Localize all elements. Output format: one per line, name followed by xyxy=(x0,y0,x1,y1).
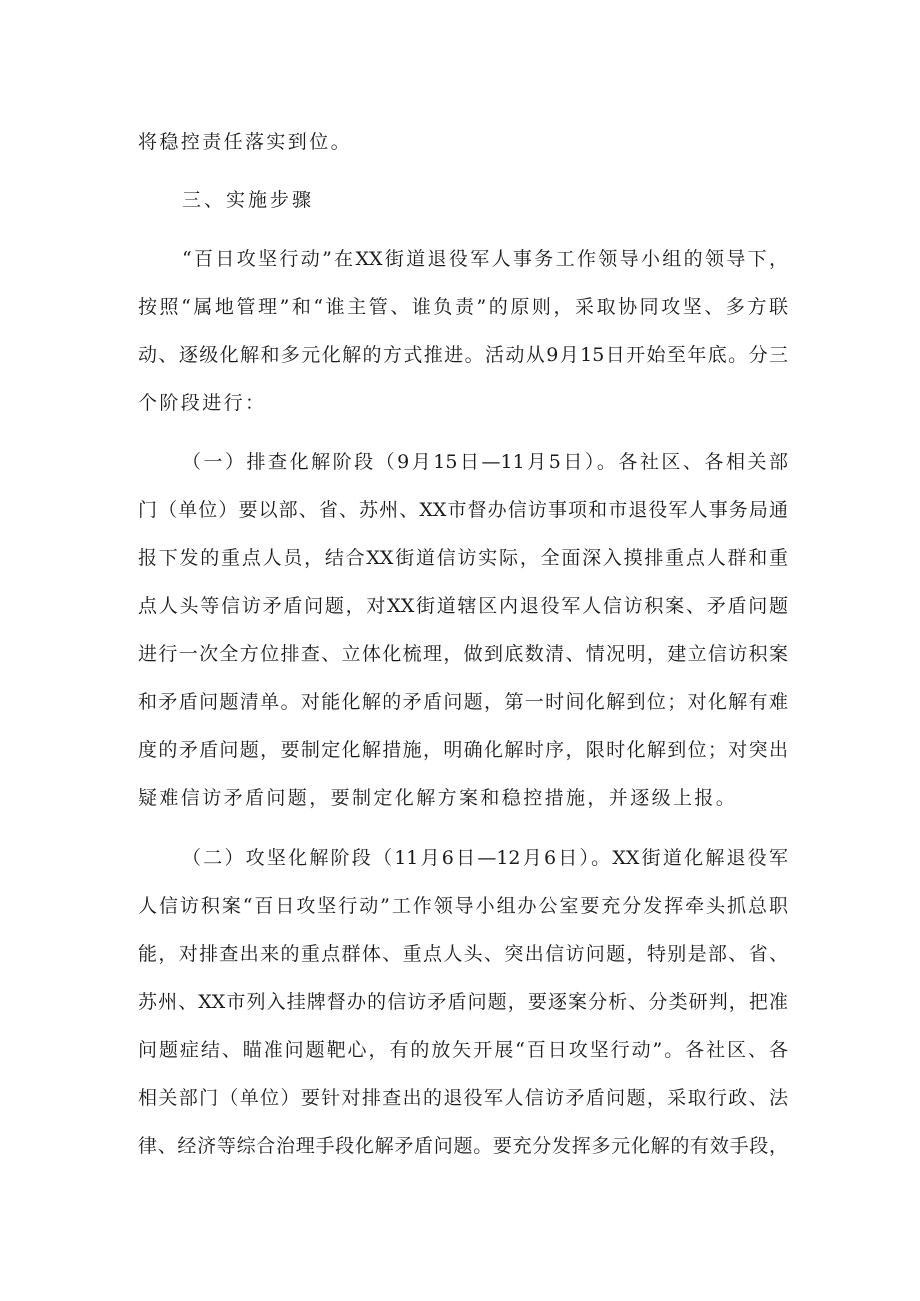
paragraph-line: 将稳控责任落实到位。 xyxy=(138,131,353,153)
paragraph-line: 能，对排查出来的重点群体、重点人头、突出信访问题，特别是部、省、 xyxy=(138,943,788,965)
section-heading: 三、实施步骤 xyxy=(182,189,315,211)
paragraph-line: （二）攻坚化解阶段（11月6日—12月6日）。XX街道化解退役军 xyxy=(182,847,788,869)
paragraph-line: 点人头等信访矛盾问题，对XX街道辖区内退役军人信访积案、矛盾问题 xyxy=(138,595,788,617)
paragraph-line: 门（单位）要以部、省、苏州、XX市督办信访事项和市退役军人事务局通 xyxy=(138,499,788,521)
paragraph-line: 苏州、XX市列入挂牌督办的信访矛盾问题，要逐案分析、分类研判，把准 xyxy=(138,991,788,1013)
paragraph-line: 动、逐级化解和多元化解的方式推进。活动从9月15日开始至年底。分三 xyxy=(138,344,788,366)
paragraph-line: 和矛盾问题清单。对能化解的矛盾问题，第一时间化解到位；对化解有难 xyxy=(138,691,788,713)
paragraph-line: “百日攻坚行动”在XX街道退役军人事务工作领导小组的领导下， xyxy=(182,248,788,270)
paragraph-line: 度的矛盾问题，要制定化解措施，明确化解时序，限时化解到位；对突出 xyxy=(138,739,788,761)
paragraph-line: 按照“属地管理”和“谁主管、谁负责”的原则，采取协同攻坚、多方联 xyxy=(138,296,788,318)
paragraph-line: 进行一次全方位排查、立体化梳理，做到底数清、情况明，建立信访积案 xyxy=(138,643,788,665)
paragraph-line: 人信访积案“百日攻坚行动”工作领导小组办公室要充分发挥牵头抓总职 xyxy=(138,895,788,917)
paragraph-line: 个阶段进行： xyxy=(138,392,267,414)
paragraph-line: 相关部门（单位）要针对排查出的退役军人信访矛盾问题，采取行政、法 xyxy=(138,1087,788,1109)
paragraph-line: 律、经济等综合治理手段化解矛盾问题。要充分发挥多元化解的有效手段， xyxy=(138,1135,788,1157)
paragraph-line: 报下发的重点人员，结合XX街道信访实际，全面深入摸排重点人群和重 xyxy=(138,547,788,569)
paragraph-line: 疑难信访矛盾问题，要制定化解方案和稳控措施，并逐级上报。 xyxy=(138,787,738,809)
paragraph-line: 问题症结、瞄准问题靶心，有的放矢开展“百日攻坚行动”。各社区、各 xyxy=(138,1039,788,1061)
paragraph-line: （一）排查化解阶段（9月15日—11月5日）。各社区、各相关部 xyxy=(182,451,788,473)
